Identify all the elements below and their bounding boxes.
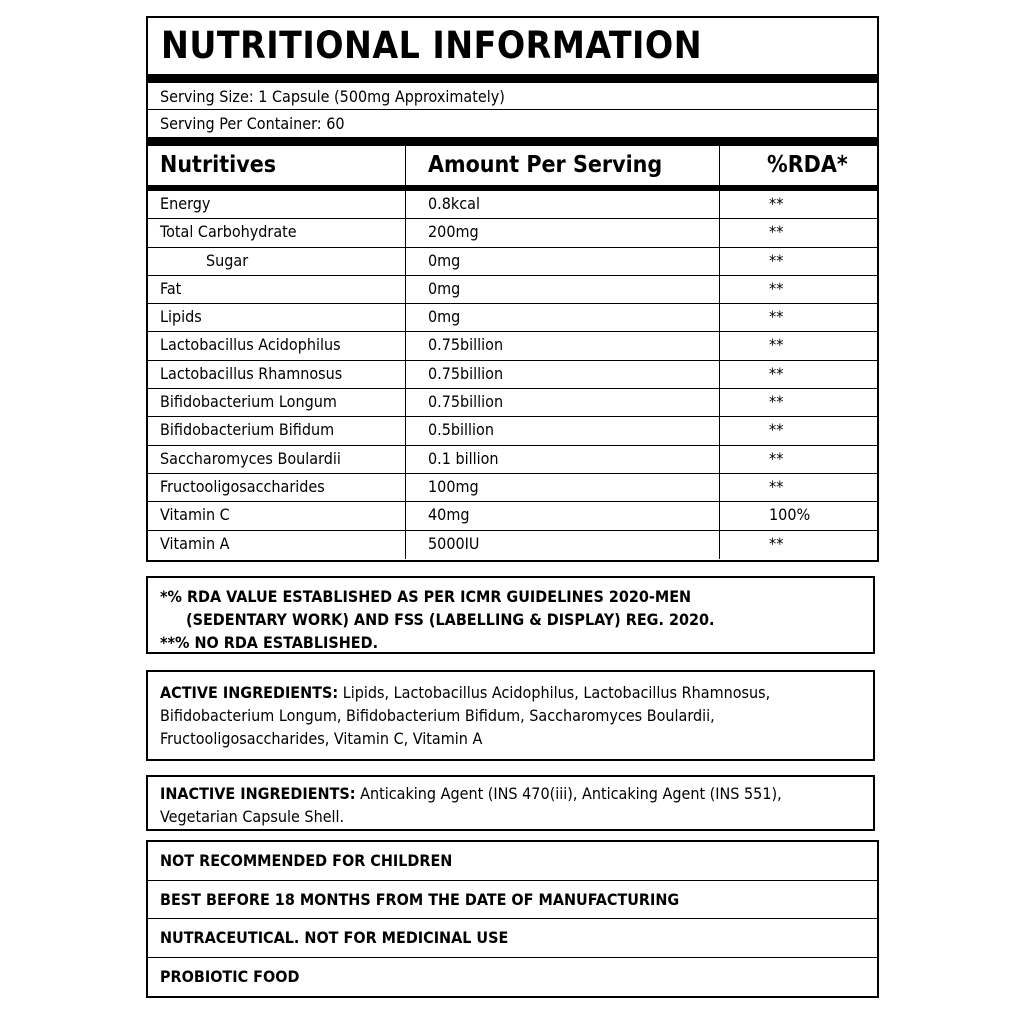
table-row [148, 219, 877, 247]
nutrient-name: Lactobacillus Rhamnosus [148, 361, 406, 388]
nutrient-name: Sugar [148, 248, 406, 275]
table-row [148, 474, 877, 502]
panel-title: NUTRITIONAL INFORMATION [161, 24, 703, 67]
nutrient-name: Total Carbohydrate [148, 219, 406, 246]
servings-per-container: Serving Per Container: 60 [160, 114, 345, 133]
nutrient-amount: 0.75billion [406, 389, 720, 416]
nutrient-rda: ** [769, 307, 784, 327]
rda-note-line: *% RDA VALUE ESTABLISHED AS PER ICMR GUIDELINES 2020-MEN [160, 587, 692, 606]
rda-note-box [146, 576, 875, 654]
nutrient-amount: 40mg [406, 502, 720, 529]
nutrient-name: Bifidobacterium Longum [148, 389, 406, 416]
flag-best-before: BEST BEFORE 18 MONTHS FROM THE DATE OF MANUFACTURING [148, 881, 877, 920]
header-rda: %RDA* [767, 152, 848, 178]
nutrient-amount: 0.75billion [406, 332, 720, 359]
nutrient-name: Bifidobacterium Bifidum [148, 417, 406, 444]
nutrient-rda: ** [769, 363, 784, 383]
table-row [148, 304, 877, 332]
nutrient-name: Fructooligosaccharides [148, 474, 406, 501]
active-ingredients-box [146, 670, 875, 761]
table-row [148, 276, 877, 304]
table-row [148, 191, 877, 219]
nutrient-amount: 0mg [406, 248, 720, 275]
active-ingredients-text: Lipids, Lactobacillus Acidophilus, Lactobacillus Rhamnosus, Bifidobacterium Longum, Bifidobacterium Bifidum, Saccharomyces Boulardii, Fructooligosaccharides, Vitamin C, Vitamin A [160, 683, 771, 748]
nutrient-rda: ** [769, 250, 784, 270]
label-flags-box [146, 840, 879, 998]
nutrient-rda: ** [769, 420, 784, 440]
nutrient-amount: 0mg [406, 304, 720, 331]
inactive-ingredients-label: INACTIVE INGREDIENTS: [160, 784, 356, 803]
table-row [148, 332, 877, 360]
nutrient-amount: 0mg [406, 276, 720, 303]
header-nutritives: Nutritives [148, 146, 406, 185]
nutrient-amount: 0.8kcal [406, 191, 720, 218]
nutrient-rda: ** [769, 222, 784, 242]
nutrient-rda: ** [769, 448, 784, 468]
nutrient-rda: ** [769, 194, 784, 213]
table-row [148, 502, 877, 530]
nutrient-rda: ** [769, 476, 784, 496]
thick-divider [148, 74, 877, 83]
table-row [148, 248, 877, 276]
table-header [148, 146, 877, 185]
table-row [148, 446, 877, 474]
nutrient-amount: 0.5billion [406, 417, 720, 444]
flag-nutraceutical: NUTRACEUTICAL. NOT FOR MEDICINAL USE [148, 919, 877, 958]
inactive-ingredients-box [146, 775, 875, 831]
nutrient-rda: ** [769, 335, 784, 355]
nutrition-panel [146, 16, 879, 562]
nutrient-rda: ** [769, 278, 784, 298]
nutrient-amount: 0.75billion [406, 361, 720, 388]
nutrient-amount: 200mg [406, 219, 720, 246]
nutrient-name: Lipids [148, 304, 406, 331]
nutrient-rda: ** [769, 392, 784, 412]
table-row [148, 389, 877, 417]
nutrient-rda: ** [769, 533, 784, 553]
thick-divider [148, 137, 877, 146]
rda-note-line: **% NO RDA ESTABLISHED. [160, 633, 379, 652]
header-amount: Amount Per Serving [406, 146, 720, 185]
inactive-ingredients-text: Anticaking Agent (INS 470(iii), Anticaking Agent (INS 551), Vegetarian Capsule Shell. [160, 784, 782, 826]
nutrient-name: Energy [148, 191, 406, 218]
nutrient-name: Vitamin A [148, 531, 406, 559]
serving-size: Serving Size: 1 Capsule (500mg Approximately) [148, 83, 877, 110]
table-row [148, 531, 877, 559]
nutrient-amount: 100mg [406, 474, 720, 501]
nutrient-name: Lactobacillus Acidophilus [148, 332, 406, 359]
active-ingredients-label: ACTIVE INGREDIENTS: [160, 683, 339, 702]
nutrient-amount: 0.1 billion [406, 446, 720, 473]
flag-probiotic-food: PROBIOTIC FOOD [160, 966, 300, 986]
nutrient-name: Saccharomyces Boulardii [148, 446, 406, 473]
nutrient-name: Vitamin C [148, 502, 406, 529]
nutrient-amount: 5000IU [406, 531, 720, 559]
flag-not-for-children: NOT RECOMMENDED FOR CHILDREN [148, 842, 877, 881]
nutrient-name: Fat [148, 276, 406, 303]
table-row [148, 417, 877, 445]
table-row [148, 361, 877, 389]
rda-note-line: (SEDENTARY WORK) AND FSS (LABELLING & DISPLAY) REG. 2020. [186, 610, 715, 629]
nutrient-rda: 100% [769, 505, 811, 525]
